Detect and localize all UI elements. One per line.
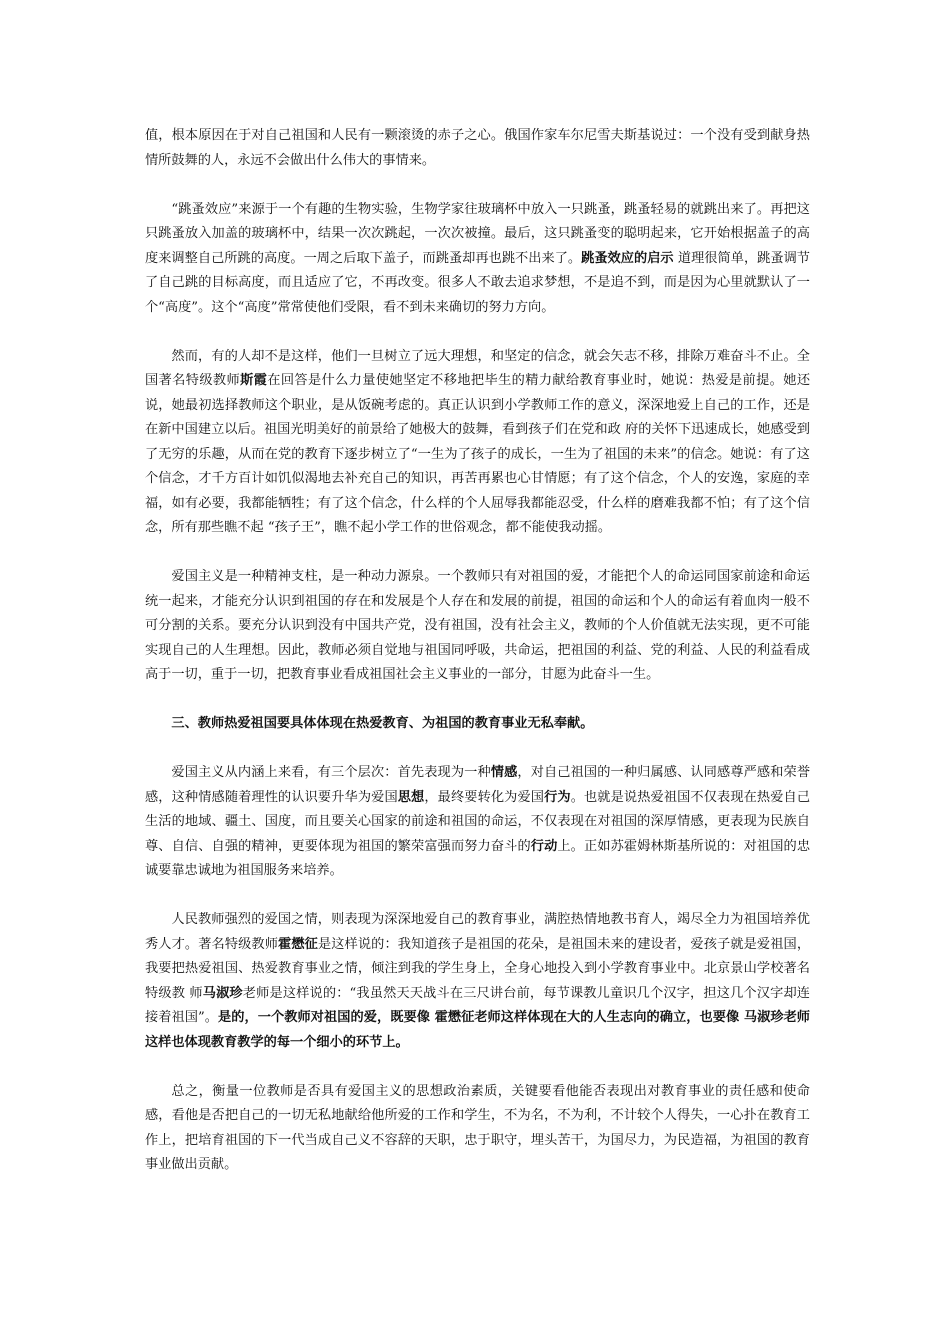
paragraph-teachers (145, 908, 810, 1055)
paragraph-text: 总之，衡量一位教师是否具有爱国主义的思想政治素质，关键要看他能否表现出对教育事业的责任感和使命感，看他是否把自己的一切无私地献给他所爱的工作和学生，不为名，不为利，不计较个人得失，一心扑在教育工作上，把培育祖国的下一代当成自己义不容辞的天职，忠于职守，埋头苦干，为国尽力，为民造福，为祖国的教育事业做出贡献。 (145, 1083, 810, 1172)
paragraph-sixia (145, 345, 810, 541)
heading-text: 三、教师热爱祖国要具体体现在热爱教育、为祖国的教育事业无私奉献。 (171, 716, 594, 731)
paragraph-text: 道理很简单，跳蚤调节了自己跳的目标高度，而且适应了它，不再改变。很多人不敢去追求梦想，不是追不到，而是因为心里就默认了一个“高度”。这个“高度”常常使他们受限，看不到未来确切的努力方向。 (145, 250, 810, 315)
bold-name: 霍懋征 (278, 936, 318, 952)
paragraph-text: 爱国主义是一种精神支柱，是一种动力源泉。一个教师只有对祖国的爱，才能把个人的命运同国家前途和命运统一起来，才能充分认识到祖国的存在和发展是个人存在和发展的前提，祖国的命运和个人的命运有着血肉一般不可分割的关系。要充分认识到没有中国共产党，没有祖国，没有社会主义，教师的个人价值就无法实现，更不可能实现自己的人生理想。因此，教师必须自觉地与祖国同呼吸，共命运，把祖国的利益、党的利益、人民的利益看成高于一切，重于一切，把教育事业看成祖国社会主义事业的一部分，甘愿为此奋斗一生。 (145, 569, 810, 682)
paragraph-text: 人民教师强烈的爱国之情，则表现为深深地爱自己的教育事业，满腔热情地教书育人，竭尽全力为祖国培养优秀人才。著名特级教师 (145, 912, 810, 952)
paragraph-text: 爱国主义从内涵上来看，有三个层次：首先表现为一种 (171, 765, 491, 780)
paragraph-text: 值，根本原因在于对自己祖国和人民有一颗滚烫的赤子之心。俄国作家车尔尼雪夫斯基说过：一个没有受到献身热情所鼓舞的人，永远不会做出什么伟大的事情来。 (145, 128, 810, 168)
bold-word: 行为 (544, 789, 571, 805)
paragraph-continuation (145, 124, 810, 173)
paragraph-text: 。也就是说热爱祖国不仅表现在热爱自己生活的地域、疆土、国度，而且要关心国家的前途和祖国的命运，不仅表现在对祖国的深厚情感，更表现为民族自尊、自信、自强的精神，更要体现为祖国的繁荣富强而努力奋斗的 (145, 789, 811, 854)
bold-phrase: 跳蚤效应的启示 (581, 250, 674, 266)
paragraph-text: 上。正如苏霍姆林斯基所说的：对祖国的忠诚要靠忠诚地为祖国服务来培养。 (145, 838, 811, 878)
paragraph-conclusion (145, 1080, 810, 1178)
paragraph-text: ，最终要转化为爱国 (424, 789, 545, 805)
paragraph-three-levels (145, 761, 810, 884)
bold-word: 情感 (490, 765, 518, 780)
paragraph-text: 在回答是什么力量使她坚定不移地把毕生的精力献给教育事业时，她说：热爱是前提。她还说，她最初选择教师这个职业，是从饭碗考虑的。真正认识到小学教师工作的意义，深深地爱上自己的工作，还是在新中国建立以后。祖国光明美好的前景给了她极大的鼓舞，看到孩子们在党和政 府的关怀下迅速成长，她感受到了无穷的乐趣，从而在党的教育下逐步树立了“一生为了孩子的成长，一生为了祖国的未来”的信念。她说：有了这个信念，才千方百计如饥似渴地去补充自己的知识，再苦再累也心甘情愿；有了这个信念，个人的安逸，家庭的幸福，如有必要，我都能牺牲；有了这个信念，什么样的个人屈辱我都能忍受，什么样的磨难我都不怕；有了这个信念，所有那些瞧不起 “孩子王”，瞧不起小学工作的世俗观念，都不能使我动摇。 (145, 373, 811, 535)
paragraph-text: 老师是这样说的：“我虽然天天战斗在三尺讲台前，每节课教儿童识几个汉字，担这几个汉字却连接着祖国”。 (145, 985, 810, 1025)
section-heading (145, 712, 810, 737)
bold-word: 行动 (530, 838, 558, 854)
paragraph-flea-effect (145, 198, 810, 321)
bold-sentence: 是的，一个教师对祖国的爱，既要像 霍懋征老师这样体现在大的人生志向的确立，也要像 马淑珍老师这样也体现教育教学的每一个细小的环节上。 (145, 1010, 810, 1050)
document-page (145, 124, 810, 1202)
bold-name: 马淑珍 (202, 985, 243, 1001)
bold-name: 斯霞 (240, 373, 268, 388)
bold-word: 思想 (397, 789, 425, 805)
paragraph-text: 是这样说的：我知道孩子是祖国的花朵，是祖国未来的建设者，爱孩子就是爱祖国，我要把热爱祖国、热爱教育事业之情，倾注到我的学生身上，全身心地投入到小学教育事业中。北京景山学校著名特级教 师 (145, 936, 811, 1001)
paragraph-text: ，对自己祖国的一种归属感、认同感尊严感和荣誉感，这种情感随着理性的认识要升华为爱国 (145, 765, 811, 805)
paragraph-text: “跳蚤效应”来源于一个有趣的生物实验，生物学家往玻璃杯中放入一只跳蚤，跳蚤轻易的就跳出来了。再把这只跳蚤放入加盖的玻璃杯中，结果一次次跳起，一次次被撞。最后，这只跳蚤变的聪明起来，它开始根据盖子的高度来调整自己所跳的高度。一周之后取下盖子，而跳蚤却再也跳不出来了。 (145, 201, 810, 266)
paragraph-text: 然而，有的人却不是这样，他们一旦树立了远大理想，和坚定的信念，就会矢志不移，排除万难奋斗不止。全国著名特级教师 (145, 348, 810, 388)
paragraph-patriotism (145, 565, 810, 688)
